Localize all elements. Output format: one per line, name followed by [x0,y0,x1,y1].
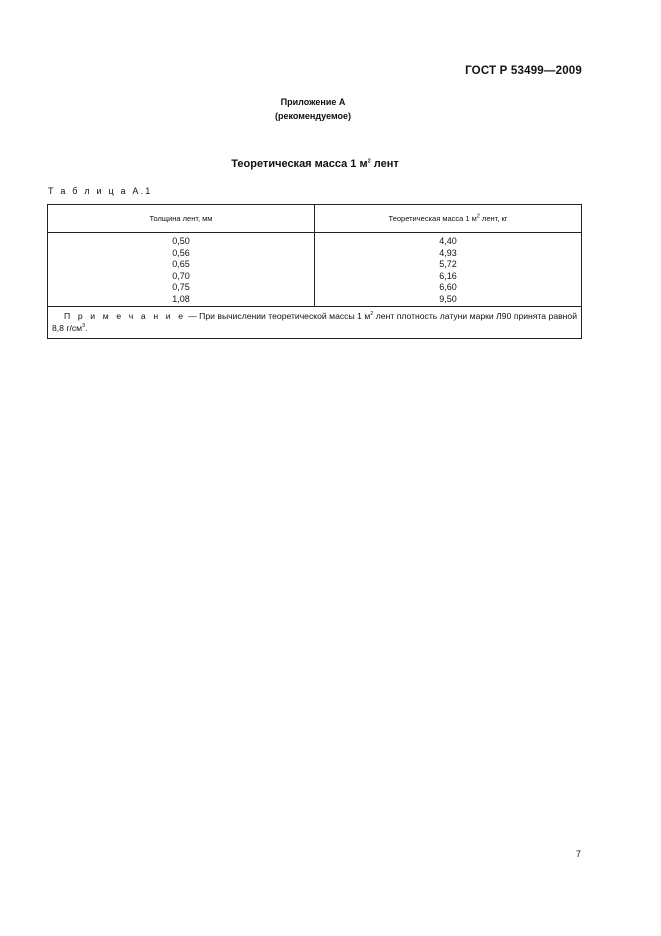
table-cell-thickness: 0,75 [172,282,190,293]
table-note-row [48,306,582,338]
col-thickness-header: Толщина лент, мм [48,205,315,233]
table-cell-thickness: 0,70 [172,270,190,281]
table-cell-thickness: 0,56 [172,247,190,258]
mass-column [315,233,582,307]
table-header-row [48,205,582,233]
title-sup: 2 [367,158,371,165]
appendix-status: (рекомендуемое) [275,111,351,121]
table-cell-mass: 4,40 [439,236,457,246]
table-cell-mass: 6,60 [439,282,457,293]
appendix-label: Приложение А [280,97,346,107]
mass-table [47,204,582,339]
table-cell-thickness: 0,50 [172,236,190,246]
table-cell-mass: 4,93 [439,247,457,258]
table-body-row [48,233,582,307]
note-text-pre: — При вычислении теоретической массы 1 м [185,310,371,321]
col-mass-header [315,205,582,233]
page-number: 7 [575,849,581,859]
table-caption: Т а б л и ц а А.1 [48,186,153,196]
col-mass-header-unit: лент, кг [479,214,508,223]
standard-number: ГОСТ Р 53499—2009 [465,65,582,77]
col-mass-header-text: Теоретическая масса 1 м [388,214,477,223]
title-text: Теоретическая масса 1 м [231,158,368,170]
note-text-mid: лент плотность латуни марки Л90 принята равной 8,8 г/см [52,310,577,334]
note-text-end: . [85,323,88,334]
table-note [48,306,582,338]
table-cell-thickness: 0,65 [172,259,190,270]
note-sup-volume: 3 [82,323,86,330]
note-label: П р и м е ч а н и е [64,310,186,321]
table-cell-mass: 5,72 [439,259,457,270]
note-sup-area: 2 [370,310,374,317]
col-mass-header-sup: 2 [476,213,480,220]
thickness-column [48,233,315,307]
appendix-heading [0,95,626,123]
table-cell-thickness: 1,08 [172,293,190,304]
table-cell-mass: 6,16 [439,270,457,281]
section-title [0,158,630,170]
title-suffix: лент [370,158,399,170]
table-cell-mass: 9,50 [439,293,457,304]
